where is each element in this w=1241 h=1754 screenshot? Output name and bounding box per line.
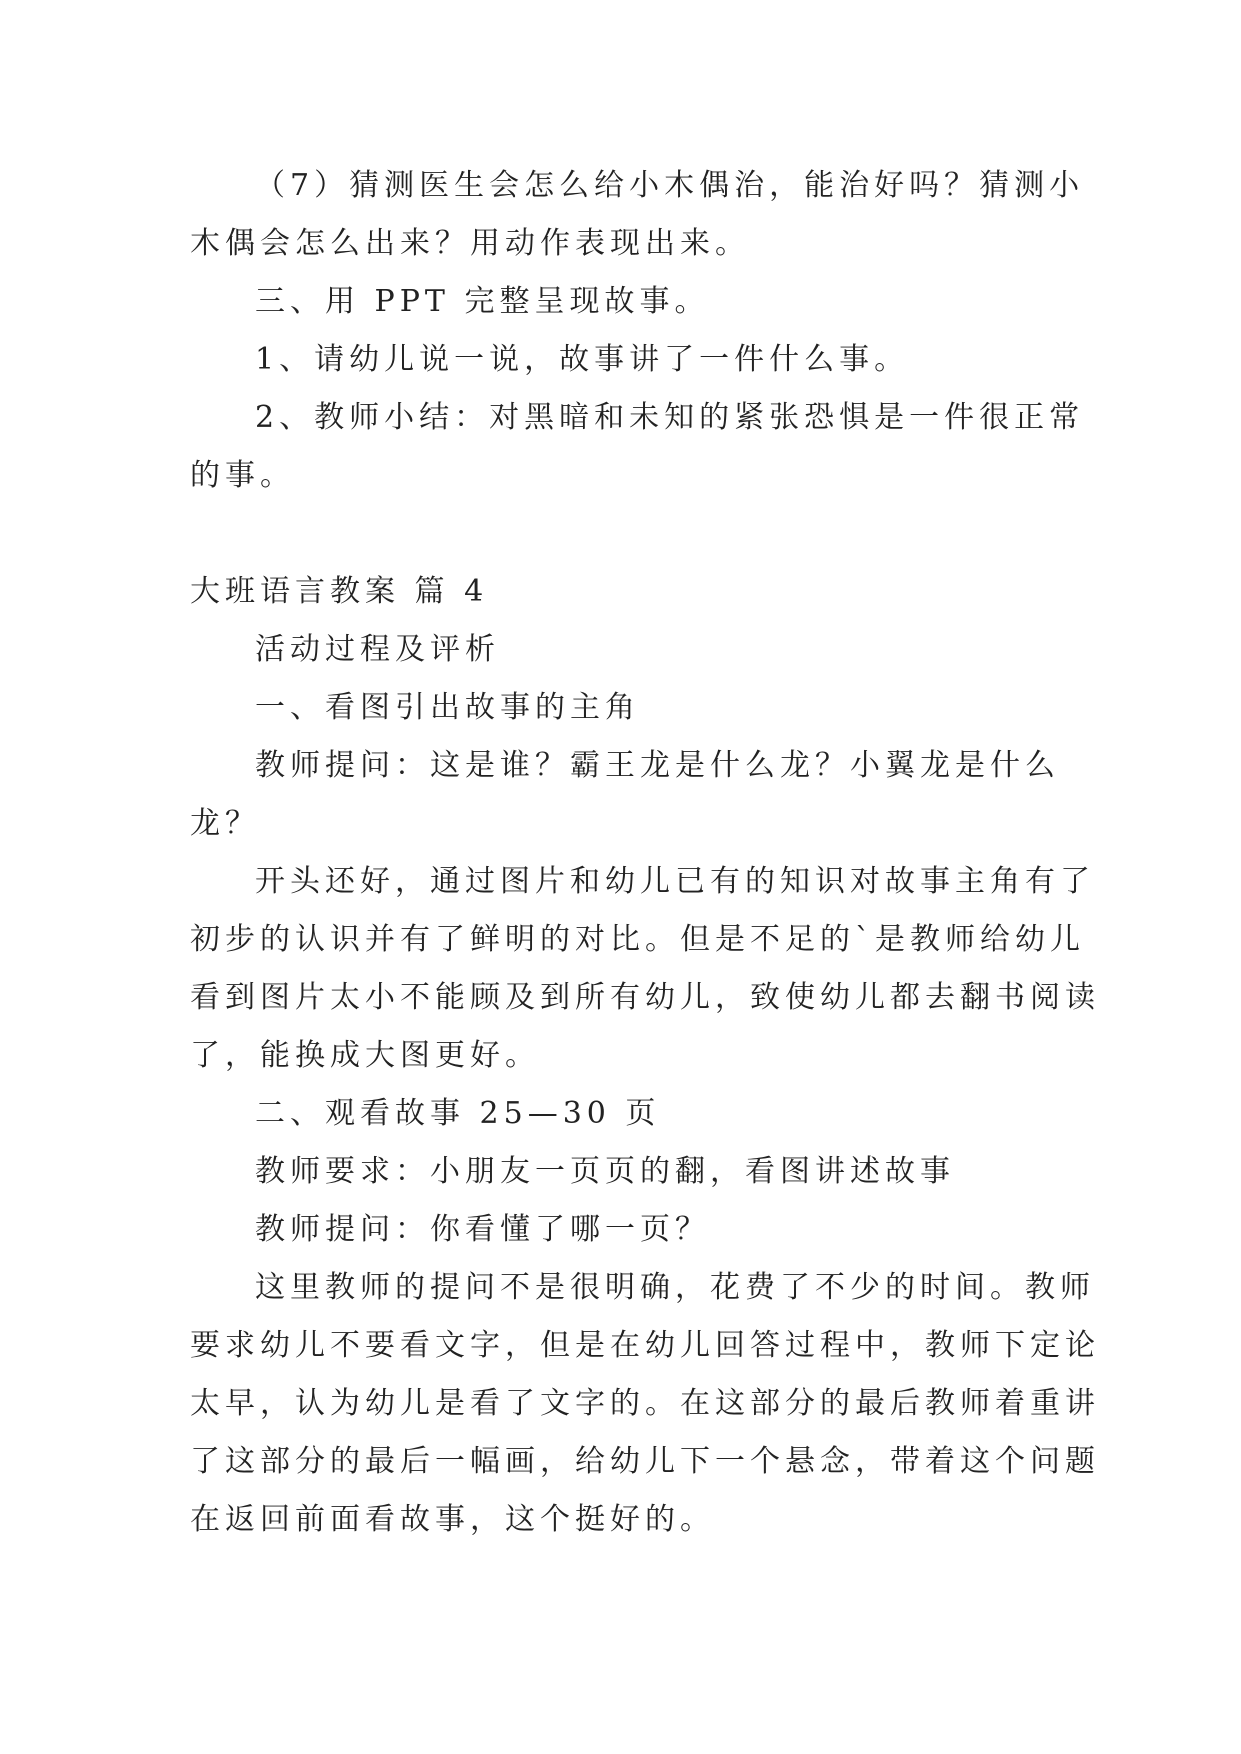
section-heading: 三、用 PPT 完整呈现故事。 xyxy=(255,284,710,319)
paragraph-line: 2、教师小结：对黑暗和未知的紧张恐惧是一件很正常 xyxy=(255,400,1085,435)
section-heading: 二、观看故事 25—30 页 xyxy=(255,1096,661,1131)
paragraph-line: 了，能换成大图更好。 xyxy=(190,1038,540,1073)
paragraph-line: 初步的认识并有了鲜明的对比。但是不足的`是教师给幼儿 xyxy=(190,922,1085,957)
paragraph-line: 这里教师的提问不是很明确，花费了不少的时间。教师 xyxy=(255,1270,1095,1305)
paragraph-line: 1、请幼儿说一说，故事讲了一件什么事。 xyxy=(255,342,910,377)
section-heading: 活动过程及评析 xyxy=(255,632,500,667)
paragraph-line: 在返回前面看故事，这个挺好的。 xyxy=(190,1502,715,1537)
paragraph-line: （7）猜测医生会怎么给小木偶治，能治好吗？猜测小 xyxy=(255,168,1085,203)
paragraph-line: 太早，认为幼儿是看了文字的。在这部分的最后教师着重讲 xyxy=(190,1386,1100,1421)
paragraph-line: 了这部分的最后一幅画，给幼儿下一个悬念，带着这个问题 xyxy=(190,1444,1100,1479)
paragraph-line: 龙？ xyxy=(190,806,260,841)
paragraph-line: 木偶会怎么出来？用动作表现出来。 xyxy=(190,226,750,261)
paragraph-line: 教师提问：你看懂了哪一页？ xyxy=(255,1212,710,1247)
section-heading: 一、看图引出故事的主角 xyxy=(255,690,640,725)
article-title: 大班语言教案 篇 4 xyxy=(190,574,489,609)
paragraph-line: 要求幼儿不要看文字，但是在幼儿回答过程中，教师下定论 xyxy=(190,1328,1100,1363)
paragraph-line: 开头还好，通过图片和幼儿已有的知识对故事主角有了 xyxy=(255,864,1095,899)
paragraph-line: 看到图片太小不能顾及到所有幼儿，致使幼儿都去翻书阅读 xyxy=(190,980,1100,1015)
paragraph-line: 教师要求：小朋友一页页的翻，看图讲述故事 xyxy=(255,1154,955,1189)
paragraph-line: 教师提问：这是谁？霸王龙是什么龙？小翼龙是什么 xyxy=(255,748,1060,783)
paragraph-line: 的事。 xyxy=(190,458,295,493)
